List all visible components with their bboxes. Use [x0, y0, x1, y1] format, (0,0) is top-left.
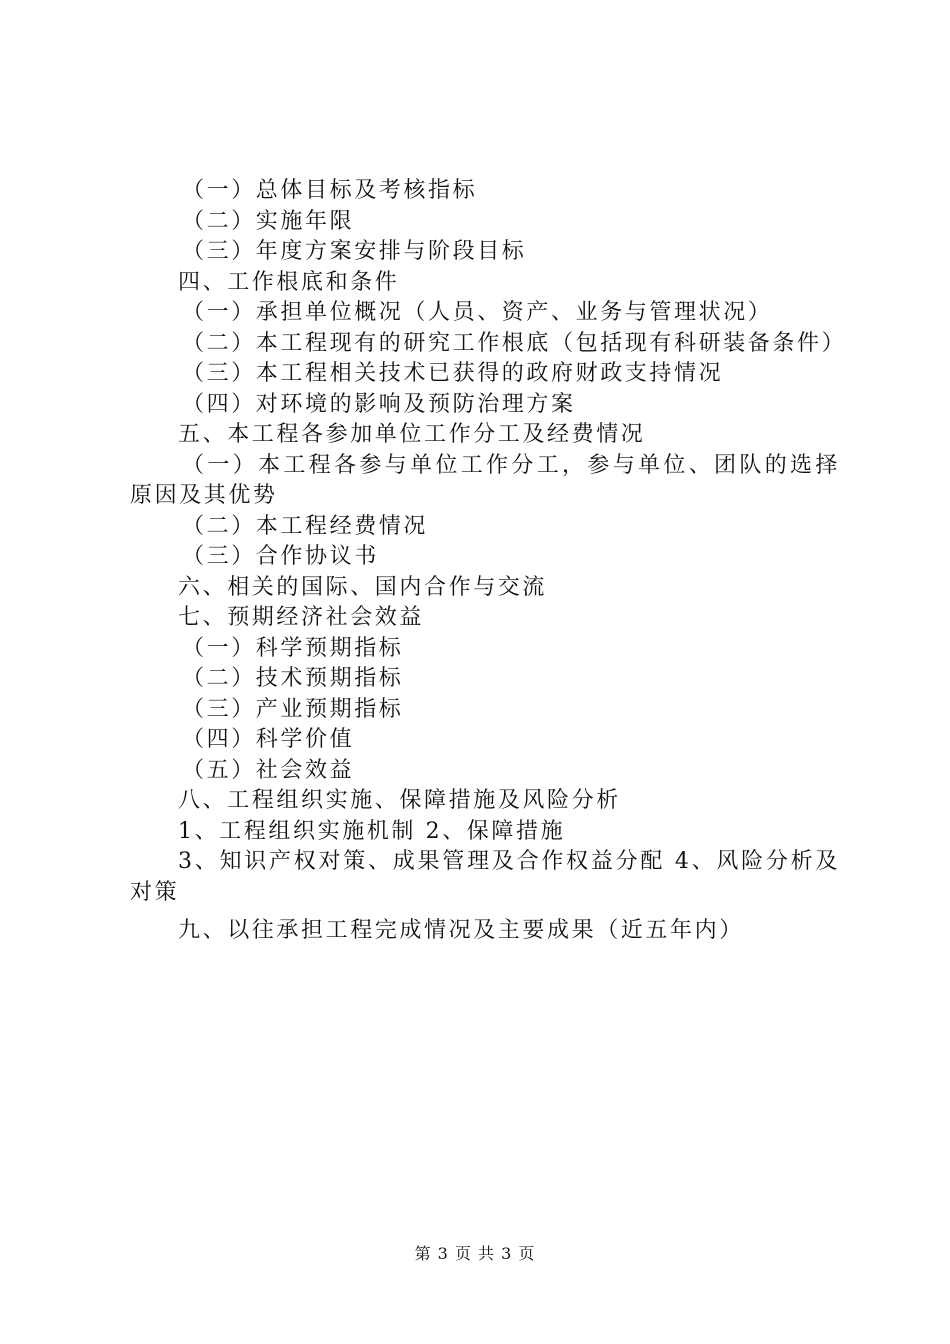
text-line: （四）对环境的影响及预防治理方案 [182, 391, 576, 417]
text-line: （四）科学价值 [182, 727, 355, 752]
text-line: （五）社会效益 [182, 757, 355, 783]
text-line: （一）承担单位概况（人员、资产、业务与管理状况） [182, 300, 773, 325]
section-heading: 八、工程组织实施、保障措施及风险分析 [178, 788, 621, 813]
text-line: （二）技术预期指标 [182, 666, 404, 691]
section-heading: 六、相关的国际、国内合作与交流 [178, 574, 548, 600]
section-heading: 七、预期经济社会效益 [178, 605, 425, 630]
text-paragraph: （一）本工程各参与单位工作分工，参与单位、团队的选择原因及其优势 [130, 452, 840, 508]
section-heading: 四、工作根底和条件 [178, 269, 400, 295]
text-line: （二）实施年限 [182, 208, 355, 234]
text-line: 1、工程组织实施机制 2、保障措施 [178, 818, 566, 844]
text-paragraph: 3、知识产权对策、成果管理及合作权益分配 4、风险分析及对策 [130, 849, 840, 905]
text-line: （一）科学预期指标 [182, 635, 404, 661]
page-number-footer: 第 3 页 共 3 页 [414, 1244, 536, 1263]
text-line: （二）本工程经费情况 [182, 513, 429, 539]
text-line: （三）产业预期指标 [182, 696, 404, 722]
text-line: （三）本工程相关技术已获得的政府财政支持情况 [182, 361, 724, 386]
text-paragraph: （二）本工程现有的研究工作根底（包括现有科研装备条件） [182, 330, 847, 356]
section-heading: 五、本工程各参加单位工作分工及经费情况 [178, 422, 646, 447]
document-body [130, 176, 847, 947]
text-line: （一）总体目标及考核指标 [182, 178, 478, 203]
text-line: （三）合作协议书 [182, 544, 379, 569]
text-line: （三）年度方案安排与阶段目标 [182, 239, 527, 264]
section-heading: 九、以往承担工程完成情况及主要成果（近五年内） [178, 918, 744, 943]
